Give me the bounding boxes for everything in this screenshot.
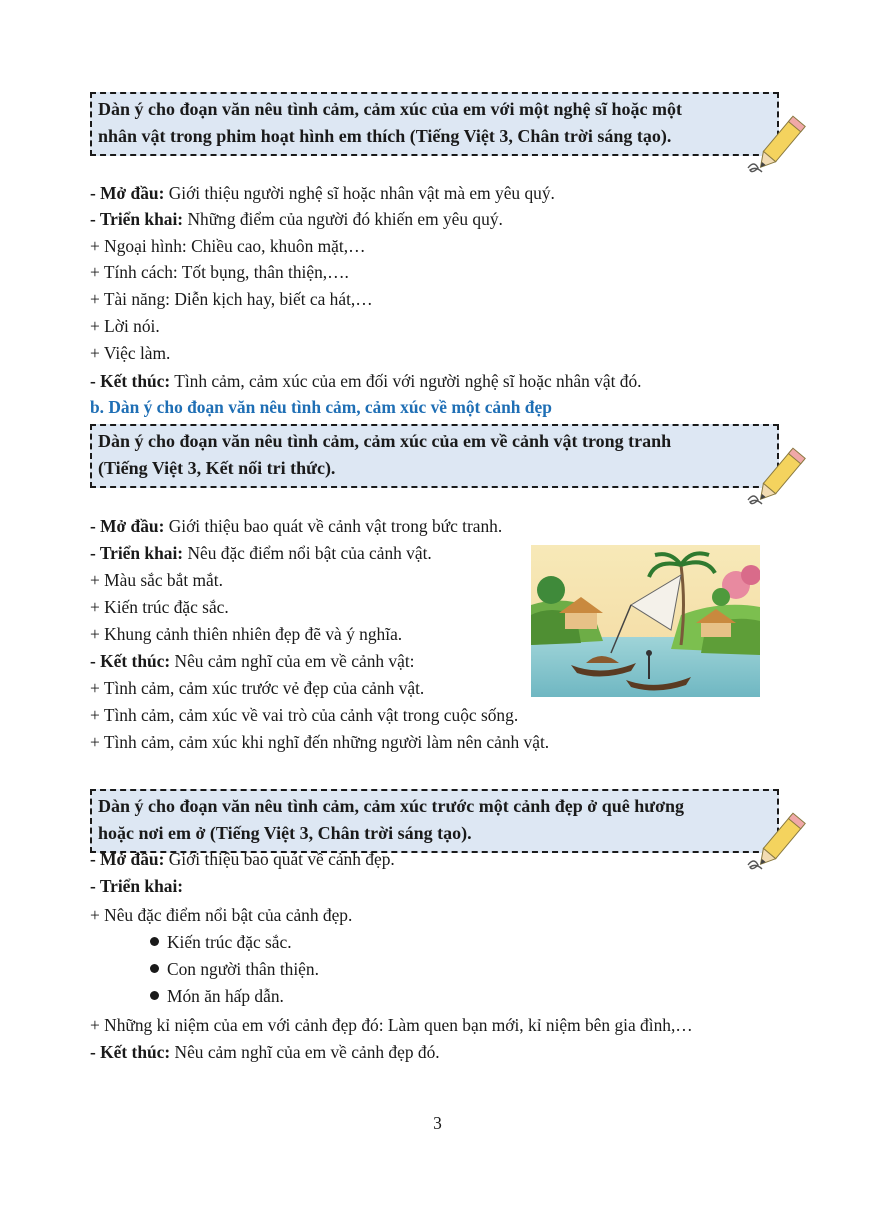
box-title-line: Dàn ý cho đoạn văn nêu tình cảm, cảm xúc của em về cảnh vật trong tranh xyxy=(98,431,672,451)
text-line: - Triển khai: xyxy=(90,876,184,896)
text-line: + Ngoại hình: Chiều cao, khuôn mặt,… xyxy=(90,236,366,256)
pencil-icon xyxy=(745,444,811,516)
text-line: + Việc làm. xyxy=(90,343,171,363)
box-title-line: Dàn ý cho đoạn văn nêu tình cảm, cảm xúc của em với một nghệ sĩ hoặc một xyxy=(98,99,682,119)
pencil-icon xyxy=(745,112,811,184)
bullet-dot-icon xyxy=(150,991,159,1000)
text-line: + Kiến trúc đặc sắc. xyxy=(90,597,229,617)
text-line: - Kết thúc: Nêu cảm nghĩ của em về cảnh vật: xyxy=(90,651,415,671)
text-line: + Nêu đặc điểm nổi bật của cảnh đẹp. xyxy=(90,905,353,925)
text-line: + Những kỉ niệm của em với cảnh đẹp đó: Làm quen bạn mới, kỉ niệm bên gia đình,… xyxy=(90,1015,693,1035)
text-line: - Mở đầu: Giới thiệu người nghệ sĩ hoặc nhân vật mà em yêu quý. xyxy=(90,183,555,203)
text-line: + Tình cảm, cảm xúc trước vẻ đẹp của cảnh vật. xyxy=(90,678,425,698)
text-line: - Triển khai: Nêu đặc điểm nổi bật của cảnh vật. xyxy=(90,543,432,563)
text-line: - Kết thúc: Tình cảm, cảm xúc của em đối với người nghệ sĩ hoặc nhân vật đó. xyxy=(90,371,642,391)
outline-box-painting xyxy=(90,424,779,488)
bullet-dot-icon xyxy=(150,964,159,973)
text-line: + Khung cảnh thiên nhiên đẹp đẽ và ý nghĩa. xyxy=(90,624,403,644)
bullet-item: Kiến trúc đặc sắc. xyxy=(150,929,292,955)
pencil-icon xyxy=(745,809,811,881)
box-title-line: (Tiếng Việt 3, Kết nối tri thức). xyxy=(98,458,336,478)
outline-box-artist xyxy=(90,92,779,156)
bullet-dot-icon xyxy=(150,937,159,946)
village-river-painting xyxy=(531,545,760,697)
text-line: - Mở đầu: Giới thiệu bao quát về cảnh đẹp. xyxy=(90,849,395,869)
text-line: + Tài năng: Diễn kịch hay, biết ca hát,… xyxy=(90,289,373,309)
text-line: - Triển khai: Những điểm của người đó khiến em yêu quý. xyxy=(90,209,503,229)
bullet-item: Món ăn hấp dẫn. xyxy=(150,983,284,1009)
text-line: + Tình cảm, cảm xúc về vai trò của cảnh vật trong cuộc sống. xyxy=(90,705,519,725)
text-line: + Tình cảm, cảm xúc khi nghĩ đến những người làm nên cảnh vật. xyxy=(90,732,550,752)
text-line: + Tính cách: Tốt bụng, thân thiện,…. xyxy=(90,262,349,282)
text-line: - Kết thúc: Nêu cảm nghĩ của em về cảnh đẹp đó. xyxy=(90,1042,440,1062)
box-title-line: hoặc nơi em ở (Tiếng Việt 3, Chân trời sáng tạo). xyxy=(98,823,472,843)
page-number: 3 xyxy=(433,1113,442,1133)
text-line: + Màu sắc bắt mắt. xyxy=(90,570,223,590)
box-title-line: nhân vật trong phim hoạt hình em thích (Tiếng Việt 3, Chân trời sáng tạo). xyxy=(98,126,672,146)
text-line: + Lời nói. xyxy=(90,316,160,336)
bullet-item: Con người thân thiện. xyxy=(150,956,319,982)
section-heading-b: b. Dàn ý cho đoạn văn nêu tình cảm, cảm xúc về một cảnh đẹp xyxy=(90,397,552,417)
outline-box-hometown xyxy=(90,789,779,853)
box-title-line: Dàn ý cho đoạn văn nêu tình cảm, cảm xúc trước một cảnh đẹp ở quê hương xyxy=(98,796,685,816)
text-line: - Mở đầu: Giới thiệu bao quát về cảnh vật trong bức tranh. xyxy=(90,516,503,536)
